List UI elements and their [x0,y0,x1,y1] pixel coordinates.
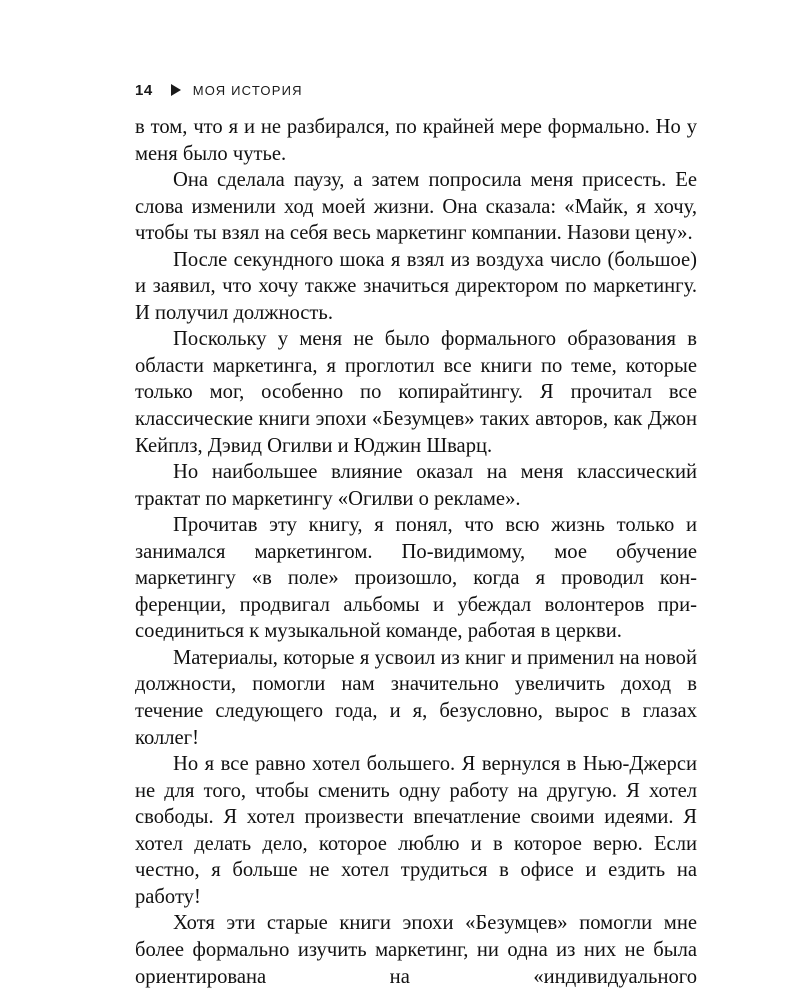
running-head [135,80,303,100]
paragraph-1: в том, что я и не разбирался, по крайней мере формально. Но у меня было чутье. [135,116,697,165]
section-title: МОЯ ИСТОРИЯ [192,82,303,98]
paragraph-6: Прочитав эту книгу, я понял, что всю жизнь только и занимался маркетингом. По-видимому, мое обучение маркетингу «в поле» произошло, когда я проводил конференции, продвигал альбомы и убеждал волонтеров присоединиться к музыкальной команде, работая в церкви. [135,514,697,643]
page-number: 14 [135,81,153,99]
body-text [135,114,697,990]
paragraph-3: После секундного шока я взял из воздуха число (большое) и заявил, что хочу также значиться директором по маркетингу. И получил должность. [135,248,697,324]
paragraph-7: Материалы, которые я усвоил из книг и применил на новой должности, помогли нам значительно увеличить доход в течение следующего года, и я, безусловно, вырос в глазах коллег! [135,646,697,749]
paragraph-5: Но наибольшее влияние оказал на меня классический трактат по маркетингу «Огилви о рекламе». [135,461,697,510]
paragraph-9: Хотя эти старые книги эпохи «Безумцев» помогли мне более формально изучить маркетинг, ни одна из них не была ориентирована на «индивидуального [135,912,697,988]
paragraph-8: Но я все равно хотел большего. Я вернулся в Нью-Джерси не для того, чтобы сменить одну работу на другую. Я хотел свободы. Я хотел произвести впечатление своими идеями. Я хотел делать дело, которое люблю и в которое верю. Если честно, я больше не хотел трудиться в офисе и ездить на работу! [135,753,697,908]
paragraph-4: Поскольку у меня не было формального образования в области маркетинга, я проглотил все книги по теме, которые только мог, особенно по копирайтингу. Я прочитал все классические книги эпохи «Безумцев» таких авторов, как Джон Кейплз, Дэвид Огилви и Юджин Шварц. [135,328,697,457]
play-triangle-icon [171,84,181,96]
paragraph-2: Она сделала паузу, а затем попросила меня присесть. Ее слова изменили ход моей жизни. Она сказала: «Майк, я хочу, чтобы ты взял на себя весь маркетинг компании. Назови цену». [135,169,697,245]
